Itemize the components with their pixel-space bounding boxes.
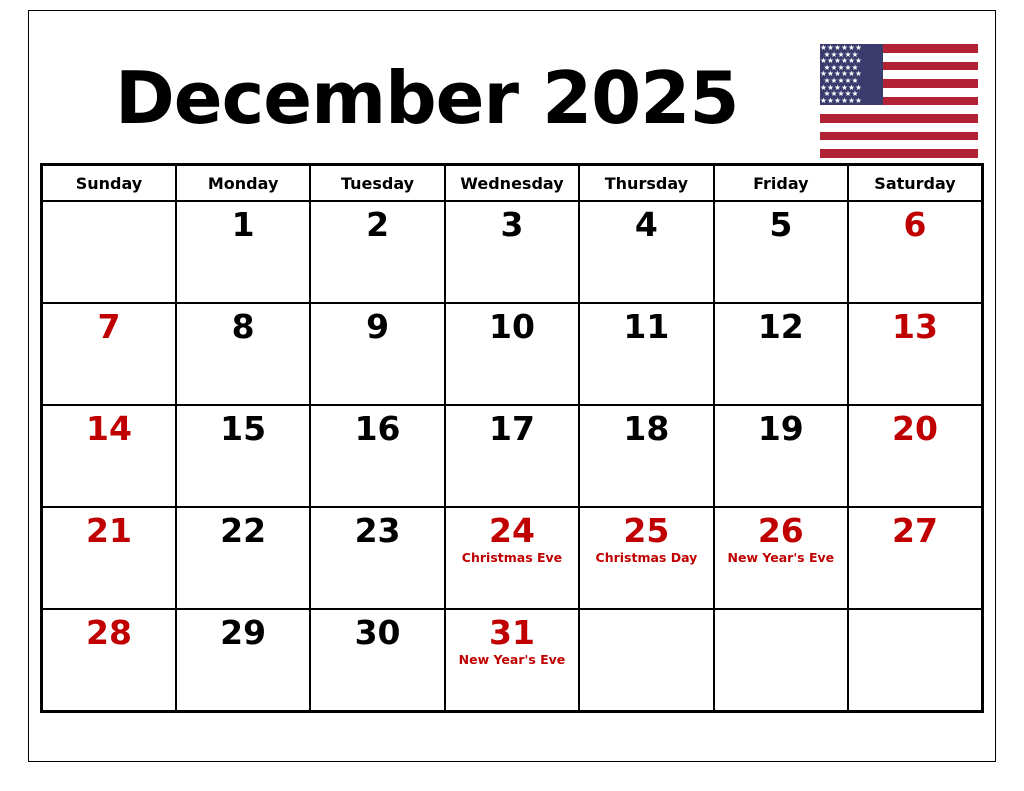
day-number: 15 (220, 409, 267, 448)
flag-star-icon: ★ (827, 82, 834, 92)
calendar-week-row (42, 405, 983, 507)
weekday-header-saturday: Saturday (848, 165, 982, 202)
weekday-header-friday: Friday (714, 165, 848, 202)
calendar-week-row (42, 609, 983, 712)
flag-star-icon: ★ (837, 76, 845, 85)
flag-star-icon: ★ (841, 82, 848, 92)
calendar-empty-cell (714, 609, 848, 712)
calendar-day-cell[interactable] (579, 201, 713, 303)
flag-star-icon: ★ (848, 69, 855, 79)
calendar-day-cell[interactable] (445, 609, 579, 712)
flag-star-icon: ★ (820, 95, 827, 105)
calendar-week-row (42, 201, 983, 303)
calendar-day-cell[interactable] (579, 405, 713, 507)
day-number: 20 (892, 409, 938, 448)
flag-star-icon: ★ (820, 69, 827, 79)
flag-star-icon: ★ (848, 95, 855, 105)
day-number: 29 (220, 613, 267, 652)
calendar-week-row (42, 303, 983, 405)
calendar-day-cell[interactable] (176, 303, 310, 405)
calendar-day-cell[interactable] (445, 405, 579, 507)
day-event-label: Christmas Eve (461, 549, 563, 565)
flag-star-icon: ★ (834, 95, 841, 105)
calendar-day-cell[interactable] (176, 405, 310, 507)
day-number: 18 (623, 409, 670, 448)
flag-star-icon: ★ (823, 89, 831, 99)
calendar-day-cell[interactable] (714, 303, 848, 405)
day-number: 23 (354, 511, 401, 550)
weekday-header-thursday: Thursday (579, 165, 713, 202)
flag-star-icon: ★ (848, 44, 855, 52)
day-number: 17 (489, 409, 535, 448)
flag-star-icon: ★ (851, 49, 859, 59)
flag-star-icon: ★ (841, 56, 848, 66)
flag-stripe (820, 123, 978, 132)
flag-canton (820, 44, 883, 105)
flag-star-icon: ★ (844, 49, 852, 59)
flag-star-icon: ★ (844, 76, 852, 85)
calendar-week-row (42, 507, 983, 609)
calendar-day-cell[interactable] (42, 405, 176, 507)
calendar-day-cell[interactable] (714, 201, 848, 303)
flag-star-icon: ★ (830, 62, 838, 72)
flag-star-icon: ★ (823, 49, 831, 59)
weekday-header-sunday: Sunday (42, 165, 176, 202)
flag-star-icon: ★ (855, 56, 862, 66)
calendar-day-cell[interactable] (848, 507, 982, 609)
calendar-day-cell[interactable] (42, 609, 176, 712)
flag-star-icon: ★ (855, 44, 862, 52)
calendar-header (40, 22, 984, 152)
calendar-day-cell[interactable] (176, 609, 310, 712)
calendar-day-cell[interactable] (848, 201, 982, 303)
calendar-day-cell[interactable] (445, 507, 579, 609)
flag-star-icon: ★ (830, 76, 838, 85)
flag-star-icon: ★ (851, 76, 859, 85)
flag-star-icon: ★ (820, 56, 827, 66)
day-number: 16 (354, 409, 401, 448)
calendar-day-cell[interactable] (848, 405, 982, 507)
flag-stripe (820, 149, 978, 158)
flag-stripe (820, 105, 978, 114)
day-number: 25 (623, 511, 670, 550)
flag-star-icon: ★ (823, 62, 831, 72)
flag-star-icon: ★ (827, 44, 834, 52)
weekday-header-tuesday: Tuesday (310, 165, 444, 202)
flag-star-icon: ★ (855, 69, 862, 79)
flag-star-icon: ★ (823, 76, 831, 85)
flag-star-icon: ★ (830, 49, 838, 59)
flag-star-icon: ★ (834, 82, 841, 92)
flag-star-icon: ★ (820, 44, 827, 52)
flag-star-icon: ★ (851, 89, 859, 99)
flag-star-icon: ★ (844, 89, 852, 99)
calendar-day-cell[interactable] (714, 507, 848, 609)
day-number: 12 (757, 307, 804, 346)
day-number: 7 (97, 307, 121, 346)
day-number: 21 (85, 511, 132, 550)
calendar-day-cell[interactable] (848, 303, 982, 405)
calendar-day-cell[interactable] (42, 507, 176, 609)
flag-star-icon: ★ (837, 49, 845, 59)
calendar-table (40, 163, 984, 713)
calendar-day-cell[interactable] (310, 303, 444, 405)
day-number: 10 (489, 307, 535, 346)
day-number: 5 (769, 205, 793, 244)
calendar-day-cell[interactable] (310, 201, 444, 303)
flag-stripe (820, 114, 978, 123)
calendar-day-cell[interactable] (445, 201, 579, 303)
day-event-label: New Year's Eve (727, 549, 835, 565)
day-number: 24 (489, 511, 535, 550)
page-title: December 2025 (115, 56, 739, 140)
calendar-empty-cell (848, 609, 982, 712)
flag-star-icon: ★ (830, 89, 838, 99)
flag-stripe (820, 140, 978, 149)
day-number: 14 (85, 409, 132, 448)
us-flag-icon (820, 44, 978, 158)
calendar-empty-cell (579, 609, 713, 712)
day-number: 13 (892, 307, 938, 346)
flag-star-icon: ★ (841, 44, 848, 52)
calendar-day-cell[interactable] (176, 507, 310, 609)
flag-star-icon: ★ (841, 69, 848, 79)
flag-star-icon: ★ (827, 56, 834, 66)
flag-star-icon: ★ (827, 95, 834, 105)
calendar-day-cell[interactable] (579, 303, 713, 405)
day-number: 22 (220, 511, 267, 550)
day-number: 1 (231, 205, 255, 244)
flag-star-icon: ★ (834, 44, 841, 52)
day-event-label: New Year's Eve (458, 651, 566, 667)
flag-star-icon: ★ (855, 95, 862, 105)
flag-star-icon: ★ (848, 56, 855, 66)
day-number: 9 (366, 307, 390, 346)
calendar-empty-cell (42, 201, 176, 303)
flag-star-row (820, 95, 883, 105)
flag-star-icon: ★ (834, 56, 841, 66)
weekday-header-row (42, 165, 983, 202)
day-number: 31 (489, 613, 535, 652)
day-number: 27 (892, 511, 938, 550)
flag-star-icon: ★ (848, 82, 855, 92)
calendar-day-cell[interactable] (310, 405, 444, 507)
day-number: 2 (366, 205, 390, 244)
day-number: 6 (903, 205, 927, 244)
calendar-day-cell[interactable] (310, 609, 444, 712)
flag-stripe (820, 132, 978, 141)
calendar-day-cell[interactable] (42, 303, 176, 405)
weekday-header-monday: Monday (176, 165, 310, 202)
flag-star-icon: ★ (841, 95, 848, 105)
flag-star-icon: ★ (837, 62, 845, 72)
flag-star-icon: ★ (820, 82, 827, 92)
calendar-day-cell[interactable] (579, 507, 713, 609)
calendar-day-cell[interactable] (714, 405, 848, 507)
flag-star-icon: ★ (844, 62, 852, 72)
day-number: 26 (757, 511, 804, 550)
calendar-day-cell[interactable] (445, 303, 579, 405)
flag-star-icon: ★ (827, 69, 834, 79)
calendar-day-cell[interactable] (310, 507, 444, 609)
day-number: 8 (231, 307, 255, 346)
day-number: 19 (757, 409, 804, 448)
day-number: 11 (623, 307, 670, 346)
flag-star-icon: ★ (834, 69, 841, 79)
flag-star-icon: ★ (837, 89, 845, 99)
weekday-header-wednesday: Wednesday (445, 165, 579, 202)
day-number: 3 (500, 205, 524, 244)
calendar-day-cell[interactable] (176, 201, 310, 303)
day-number: 28 (85, 613, 132, 652)
day-number: 4 (634, 205, 658, 244)
day-number: 30 (354, 613, 401, 652)
flag-star-icon: ★ (855, 82, 862, 92)
flag-star-icon: ★ (851, 62, 859, 72)
day-event-label: Christmas Day (595, 549, 698, 565)
